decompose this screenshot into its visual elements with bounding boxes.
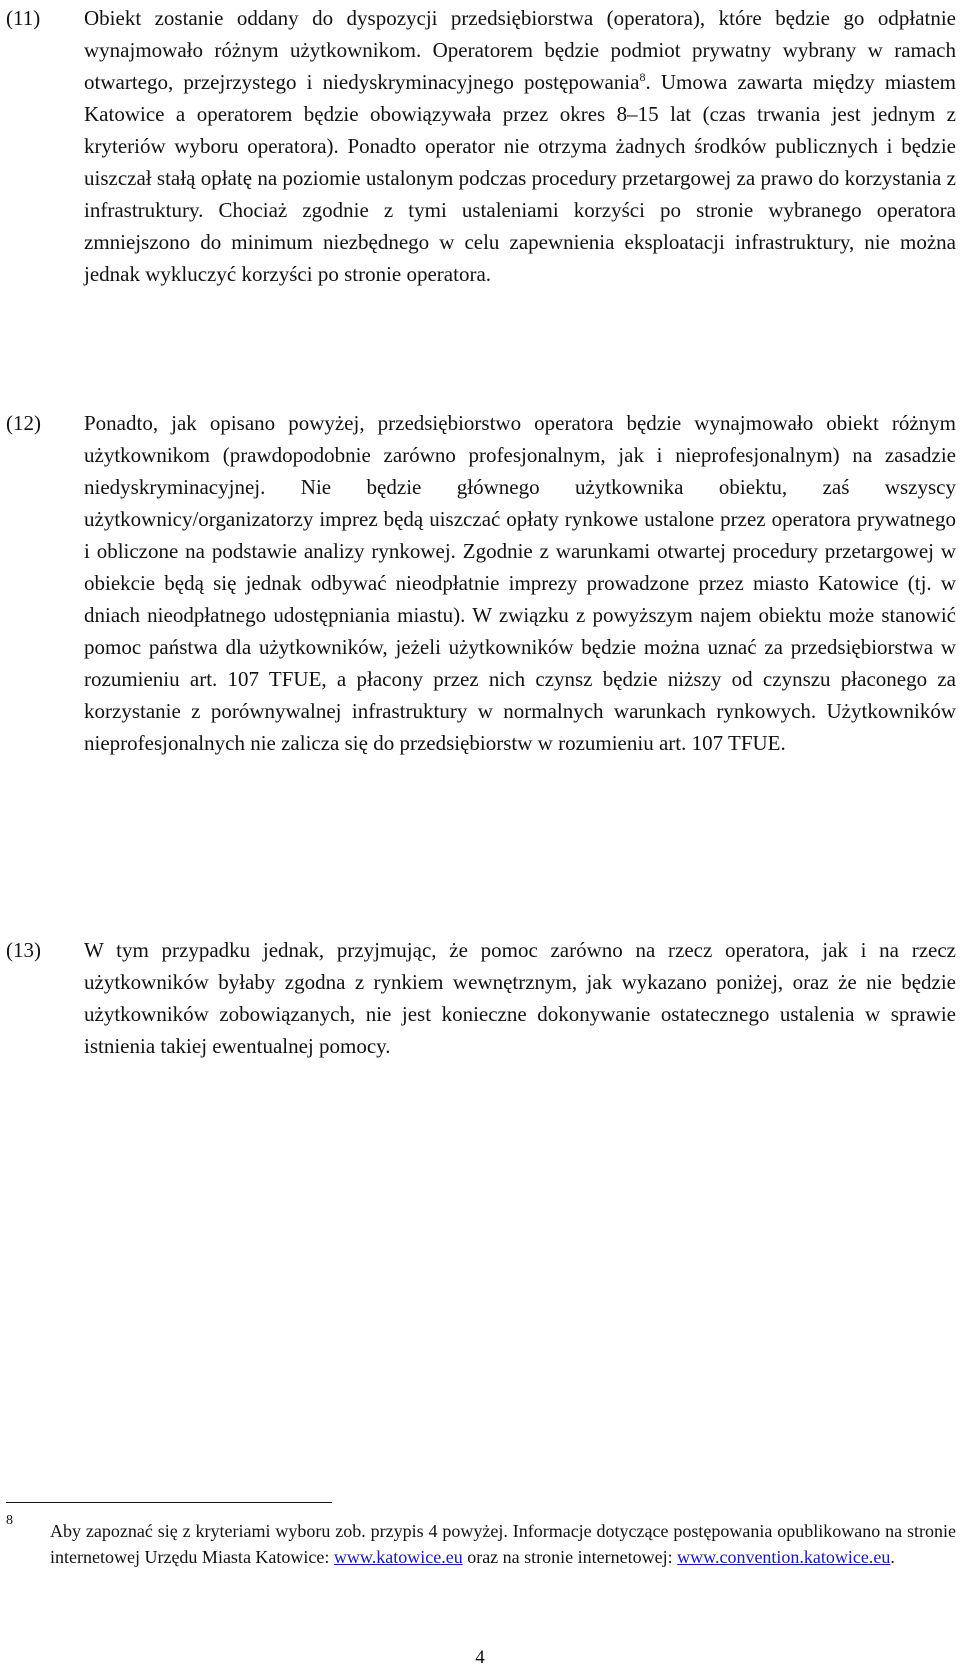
paragraph-text-part: . Umowa zawarta między miastem Katowice a operatorem będzie obowiązywała przez okres 8–15 lat (czas trwania jest jednym z kryteriów wyboru operatora). Ponadto operator nie otrzyma żadnych środków publicznych i będzie uiszczał stałą opłatę na poziomie ustalonym podczas procedury przetargowej za prawo do korzystania z infrastruktury. Chociaż zgodnie z tymi ustaleniami korzyści po stronie wybranego operatora zmniejszono do minimum niezbędnego w celu zapewnienia eksploatacji infrastruktury, nie można jednak wykluczyć korzyści po stronie operatora.: [84, 70, 956, 286]
paragraph-number: (13): [6, 938, 41, 962]
footnote-text-part: oraz na stronie internetowej:: [462, 1547, 678, 1567]
footnote-number: 8: [6, 1513, 13, 1528]
footnote-separator: [6, 1502, 332, 1503]
footnote-text-part: .: [890, 1547, 895, 1567]
paragraph-text-part: Obiekt zostanie oddany do dyspozycji przedsiębiorstwa (operatora), które będzie go odpłatnie wynajmowało różnym użytkownikom. Operatorem będzie podmiot prywatny wybrany w ramach otwartego, przejrzystego i niedyskryminacyjnego postępowania: [84, 6, 956, 94]
page-number: 4: [475, 1647, 485, 1668]
footnote-reference[interactable]: 8: [639, 70, 646, 84]
link-convention-katowice[interactable]: www.convention.katowice.eu: [677, 1547, 891, 1567]
footnote-text-part: Aby zapoznać się z kryteriami wyboru zob. przypis 4 powyżej. Informacje dotyczące postępowania opublikowano na stronie internetowej Urzędu Miasta Katowice:: [50, 1521, 956, 1567]
paragraph-text: W tym przypadku jednak, przyjmując, że pomoc zarówno na rzecz operatora, jak i na rzecz użytkowników byłaby zgodna z rynkiem wewnętrznym, jak wykazano poniżej, oraz że nie będzie użytkowników zobowiązanych, nie jest konieczne dokonywanie ostatecznego ustalenia w sprawie istnienia takiej ewentualnej pomocy.: [84, 938, 956, 1058]
link-katowice[interactable]: www.katowice.eu: [333, 1547, 463, 1567]
paragraph-text: [84, 2, 956, 290]
paragraph-number: (12): [6, 411, 41, 435]
footnote-text: [50, 1518, 956, 1570]
paragraph-number: (11): [6, 6, 41, 30]
paragraph-text: Ponadto, jak opisano powyżej, przedsiębiorstwo operatora będzie wynajmowało obiekt różnym użytkownikom (prawdopodobnie zarówno profesjonalnym, jak i nieprofesjonalnym) na zasadzie niedyskryminacyjnej. Nie będzie głównego użytkownika obiektu, zaś wszyscy użytkownicy/organizatorzy imprez będą uiszczać opłaty rynkowe ustalone przez operatora prywatnego i obliczone na podstawie analizy rynkowej. Zgodnie z warunkami otwartej procedury przetargowej w obiekcie będą się jednak odbywać nieodpłatnie imprezy prowadzone przez miasto Katowice (tj. w dniach nieodpłatnego udostępniania miastu). W związku z powyższym najem obiektu może stanowić pomoc państwa dla użytkowników, jeżeli użytkowników będzie można uznać za przedsiębiorstwa w rozumieniu art. 107 TFUE, a płacony przez nich czynsz będzie niższy od czynszu płaconego za korzystanie z porównywalnej infrastruktury w normalnych warunkach rynkowych. Użytkowników nieprofesjonalnych nie zalicza się do przedsiębiorstw w rozumieniu art. 107 TFUE.: [84, 411, 956, 755]
